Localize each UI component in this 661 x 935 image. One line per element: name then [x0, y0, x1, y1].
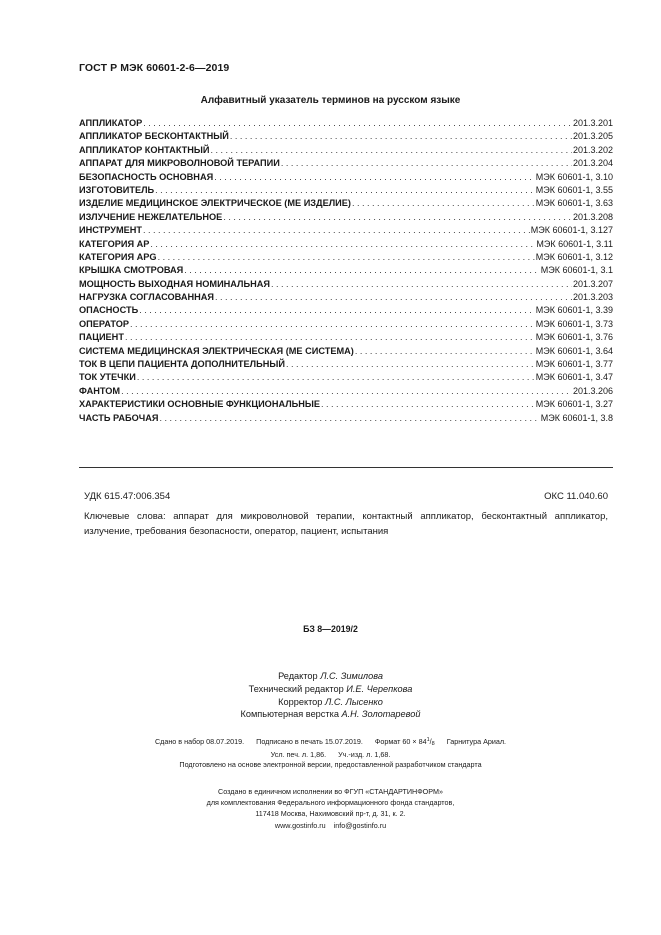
index-entry	[79, 171, 613, 184]
oks-code: ОКС 11.040.60	[544, 491, 608, 502]
dot-leader	[130, 318, 535, 331]
index-term: ИЗГОТОВИТЕЛЬ	[79, 184, 155, 195]
index-reference: МЭК 60601-1, 3.1	[540, 265, 613, 276]
index-term: ФАНТОМ	[79, 385, 121, 396]
keywords-paragraph: Ключевые слова: аппарат для микроволновой терапии, контактный аппликатор, бесконтактный аппликатор, излучение, требования безопасности, оператор, пациент, испытания	[84, 511, 608, 537]
prepared-note: Подготовлено на основе электронной версии, предоставленной разработчиком стандарта	[179, 760, 482, 770]
term-index-list	[79, 117, 613, 425]
dot-leader	[352, 197, 535, 210]
index-reference: 201.3.205	[572, 131, 613, 142]
index-reference: МЭК 60601-1, 3.12	[535, 251, 613, 262]
index-term: ХАРАКТЕРИСТИКИ ОСНОВНЫЕ ФУНКЦИОНАЛЬНЫЕ	[79, 399, 321, 410]
dot-leader	[214, 171, 535, 184]
index-entry	[79, 385, 613, 398]
dot-leader	[139, 304, 535, 317]
dot-leader	[230, 130, 572, 143]
website-link[interactable]: www.gostinfo.ru	[274, 820, 326, 830]
index-term: АППЛИКАТОР БЕСКОНТАКТНЫЙ	[79, 131, 229, 142]
editor-credit	[0, 670, 661, 683]
section-divider	[79, 467, 613, 468]
index-entry	[79, 412, 613, 425]
dot-leader	[143, 117, 572, 130]
index-entry	[79, 398, 613, 411]
index-entry	[79, 345, 613, 358]
publishing-sheets: Уч.-изд. л. 1,68.	[338, 749, 391, 759]
index-reference: МЭК 60601-1, 3.10	[535, 171, 613, 182]
index-reference: МЭК 60601-1, 3.64	[535, 345, 613, 356]
index-reference: 201.3.202	[572, 144, 613, 155]
index-reference: МЭК 60601-1, 3.73	[535, 318, 613, 329]
dot-leader	[143, 224, 530, 237]
index-reference: 201.3.207	[572, 278, 613, 289]
index-entry	[79, 291, 613, 304]
imprint-line-1	[0, 735, 661, 750]
dot-leader	[137, 371, 535, 384]
dot-leader	[281, 157, 572, 170]
dot-leader	[223, 211, 572, 224]
index-entry	[79, 278, 613, 291]
index-term: КРЫШКА СМОТРОВАЯ	[79, 265, 184, 276]
publisher-contacts	[0, 820, 661, 831]
editor-credit	[0, 696, 661, 709]
index-reference: МЭК 60601-1, 3.127	[530, 225, 613, 236]
editor-role: Технический редактор	[248, 683, 344, 694]
index-term: АППЛИКАТОР	[79, 118, 143, 128]
index-entry	[79, 211, 613, 224]
index-entry	[79, 304, 613, 317]
typeface: Гарнитура Ариал.	[446, 737, 507, 746]
index-reference: МЭК 60601-1, 3.63	[535, 198, 613, 209]
signed-date: Подписано в печать 15.07.2019.	[256, 737, 363, 746]
editor-role: Компьютерная верстка	[240, 709, 339, 720]
index-term: ИЗЛУЧЕНИЕ НЕЖЕЛАТЕЛЬНОЕ	[79, 211, 223, 222]
paper-format: Формат $60 \times 84^1/_8$	[374, 737, 435, 747]
index-entry	[79, 130, 613, 143]
index-term: ОПЕРАТОР	[79, 318, 130, 329]
index-term: ИЗДЕЛИЕ МЕДИЦИНСКОЕ ЭЛЕКТРИЧЕСКОЕ (МЕ ИЗДЕЛИЕ)	[79, 198, 351, 209]
dot-leader	[271, 278, 572, 291]
dot-leader	[159, 412, 539, 425]
imprint-block	[0, 735, 661, 771]
imprint-line-2	[0, 750, 661, 761]
standard-designation: ГОСТ Р МЭК 60601-2-6—2019	[79, 62, 230, 74]
index-term: ТОК УТЕЧКИ	[79, 372, 136, 383]
index-term: ОПАСНОСТЬ	[79, 305, 139, 316]
index-entry	[79, 224, 613, 237]
dot-leader	[184, 264, 539, 277]
index-term: ТОК В ЦЕПИ ПАЦИЕНТА ДОПОЛНИТЕЛЬНЫЙ	[79, 359, 285, 370]
dot-leader	[215, 291, 572, 304]
index-reference: 201.3.203	[572, 292, 613, 303]
index-term: ПАЦИЕНТ	[79, 332, 124, 343]
index-term: АППЛИКАТОР КОНТАКТНЫЙ	[79, 144, 210, 155]
print-sheets: Усл. печ. л. 1,86.	[270, 749, 327, 759]
editor-role: Редактор	[278, 671, 318, 681]
index-term: СИСТЕМА МЕДИЦИНСКАЯ ЭЛЕКТРИЧЕСКАЯ (МЕ СИСТЕМА)	[79, 345, 354, 356]
index-entry	[79, 157, 613, 170]
editor-name: А.Н. Золотаревой	[341, 709, 421, 720]
editor-credit	[0, 683, 661, 696]
index-reference: МЭК 60601-1, 3.47	[535, 372, 613, 383]
index-reference: МЭК 60601-1, 3.77	[535, 359, 613, 370]
index-term: БЕЗОПАСНОСТЬ ОСНОВНАЯ	[79, 171, 214, 182]
index-reference: 201.3.206	[572, 385, 613, 396]
index-term: ИНСТРУМЕНТ	[79, 225, 143, 236]
index-entry	[79, 318, 613, 331]
publisher-line-1: Создано в единичном исполнении во ФГУП «СТАНДАРТИНФОРМ»	[218, 787, 443, 796]
publisher-address: 117418 Москва, Нахимовский пр-т, д. 31, к. 2.	[255, 809, 406, 819]
index-term: КАТЕГОРИЯ APG	[79, 251, 157, 262]
index-entry	[79, 184, 613, 197]
dot-leader	[158, 251, 535, 264]
dot-leader	[321, 398, 535, 411]
index-term: АППАРАТ ДЛЯ МИКРОВОЛНОВОЙ ТЕРАПИИ	[79, 158, 280, 169]
index-term: НАГРУЗКА СОГЛАСОВАННАЯ	[79, 292, 215, 303]
index-entry	[79, 331, 613, 344]
email-link[interactable]: info@gostinfo.ru	[333, 820, 387, 830]
index-reference: 201.3.201	[572, 118, 613, 128]
dot-leader	[121, 385, 572, 398]
editorial-credits	[0, 670, 661, 721]
index-reference: МЭК 60601-1, 3.76	[535, 332, 613, 343]
publisher-line-2: для комплектования Федерального информационного фонда стандартов,	[206, 798, 455, 808]
index-entry	[79, 144, 613, 157]
index-reference: 201.3.208	[572, 211, 613, 222]
typeset-date: Сдано в набор 08.07.2019.	[154, 737, 245, 746]
bz-number: БЗ 8—2019/2	[303, 624, 358, 634]
dot-leader	[355, 345, 535, 358]
index-reference: МЭК 60601-1, 3.39	[535, 305, 613, 316]
index-title: Алфавитный указатель терминов на русском языке	[200, 95, 461, 106]
index-entry	[79, 358, 613, 371]
dot-leader	[286, 358, 535, 371]
dot-leader	[155, 184, 535, 197]
dot-leader	[125, 331, 535, 344]
index-reference: МЭК 60601-1, 3.8	[540, 412, 613, 423]
index-term: ЧАСТЬ РАБОЧАЯ	[79, 412, 159, 423]
index-entry	[79, 117, 613, 130]
index-term: МОЩНОСТЬ ВЫХОДНАЯ НОМИНАЛЬНАЯ	[79, 278, 270, 289]
dot-leader	[211, 144, 572, 157]
dot-leader	[150, 238, 535, 251]
index-entry	[79, 371, 613, 384]
index-entry	[79, 264, 613, 277]
editor-role: Корректор	[278, 696, 323, 707]
index-entry	[79, 238, 613, 251]
editor-name: Л.С. Лысенко	[324, 696, 383, 707]
index-term: КАТЕГОРИЯ АР	[79, 238, 150, 249]
index-reference: 201.3.204	[572, 158, 613, 169]
editor-name: Л.С. Зимилова	[320, 671, 383, 681]
index-reference: МЭК 60601-1, 3.11	[536, 238, 613, 249]
udk-code: УДК 615.47:006.354	[84, 491, 171, 502]
publisher-block	[0, 786, 661, 831]
index-reference: МЭК 60601-1, 3.27	[535, 399, 613, 410]
index-reference: МЭК 60601-1, 3.55	[535, 184, 613, 195]
index-entry	[79, 251, 613, 264]
editor-name: И.Е. Черепкова	[346, 683, 413, 694]
editor-credit	[0, 708, 661, 721]
index-entry	[79, 197, 613, 210]
